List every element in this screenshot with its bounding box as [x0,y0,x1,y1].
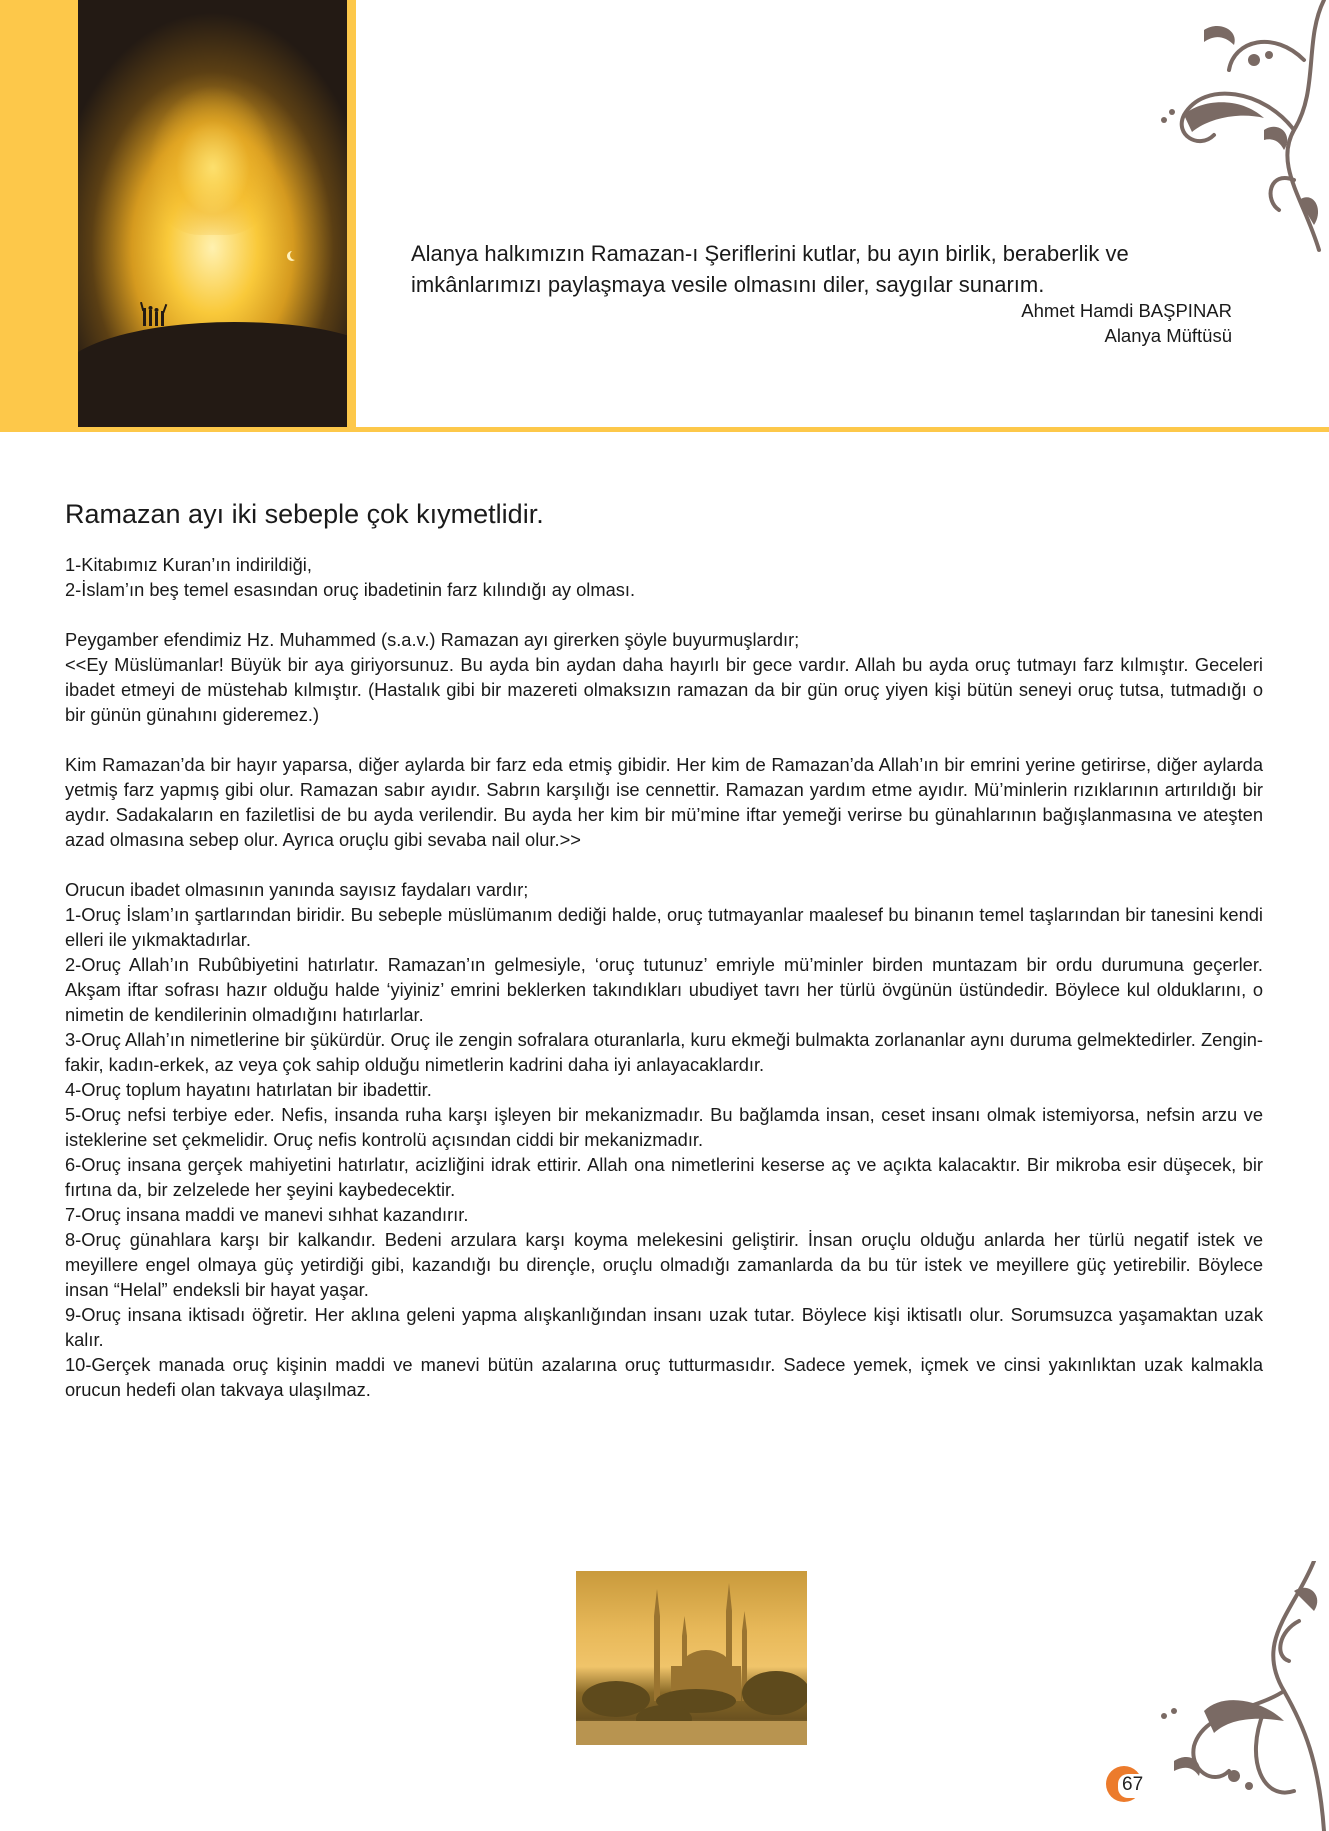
people-silhouette-icon [140,302,170,326]
floral-ornament-top-icon [1144,0,1329,255]
page-number: 67 [1122,1774,1144,1795]
hill-silhouette [78,322,347,427]
benefit-item: 8-Oruç günahlara karşı bir kalkandır. Bedeni arzulara karşı koyma melekesini geliştirir. İnsan oruçlu olduğu anlarda her türlü negatif istek ve meyillere engel olmaya güç yetirdiği gibi, kazandığı bu dirençle, oruçlu olmadığı zamanlarda da bu tür istek ve meyillere güç yetirebilir. Böylece insan “Helal” endeksli bir hayat yaşar. [65,1229,1263,1300]
benefit-item: 9-Oruç insana iktisadı öğretir. Her aklına geleni yapma alışkanlığından insanı uzak tutar. Böylece kişi iktisatlı olur. Sorumsuzca yaşamaktan uzak kalır. [65,1304,1263,1350]
calligraphy-glow [148,85,278,235]
article-title: Ramazan ayı iki sebeple çok kıymetlidir. [65,499,544,529]
header-divider [356,427,1329,432]
benefits-intro: Orucun ibadet olmasının yanında sayısız faydaları vardır; [65,879,529,900]
benefit-item: 4-Oruç toplum hayatını hatırlatan bir ibadettir. [65,1079,432,1100]
benefit-item: 3-Oruç Allah’ın nimetlerine bir şükürdür. Oruç ile zengin sofralara oturanlarla, kuru ekmeği bulmakta zorlananlar aynı duruma gelmektedirler. Zengin-fakir, kadın-erkek, az veya çok sahip olduğu nimetlerin kadrini daha iyi anlayacaklardır. [65,1029,1263,1075]
benefit-item: 5-Oruç nefsi terbiye eder. Nefis, insanda ruha karşı işleyen bir mekanizmadır. Bu bağlamda insan, ceset insanı olmak istemiyorsa, nefsin arzu ve isteklerine set çekmelidir. Oruç nefis kontrolü açısından ciddi bir mekanizmadır. [65,1104,1263,1150]
reason-item: 2-İslam’ın beş temel esasından oruç ibadetinin farz kılındığı ay olması. [65,579,636,600]
signature-title: Alanya Müftüsü [1104,325,1232,346]
benefit-item: 1-Oruç İslam’ın şartlarından biridir. Bu sebeple müslümanım dediği halde, oruç tutmayanlar maalesef bu binanın temel taşlarından bir tanesini kendi elleri ile yıkmaktadırlar. [65,904,1263,950]
hadith-intro: Peygamber efendimiz Hz. Muhammed (s.a.v.) Ramazan ayı girerken şöyle buyurmuşlardır; [65,629,800,650]
benefit-item: 6-Oruç insana gerçek mahiyetini hatırlatır, acizliğini idrak ettirir. Allah ona nimetlerini keserse aç ve açıkta kalacaktır. Bir mikroba esir düşecek, bir fırtına da, bir zelzelede her şeyini kaybedecektir. [65,1154,1263,1200]
signature-name: Ahmet Hamdi BAŞPINAR [1021,300,1232,321]
article-body [65,495,1263,1402]
page-number-badge [1106,1766,1148,1802]
reason-item: 1-Kitabımız Kuran’ın indirildiği, [65,554,312,575]
benefit-item: 2-Oruç Allah’ın Rubûbiyetini hatırlatır. Ramazan’ın gelmesiyle, ‘oruç tutunuz’ emriyle mü’minler birden muntazam bir ordu durumuna geçerler. Akşam iftar sofrası hazır olduğu halde ‘yiyiniz’ emrini beklerken takındıkları ubudiyet tavrı her türlü övgünün üstündedir. Böylece kul olduklarını, o nimetin de kendilerinin olmadığını hatırlarlar. [65,954,1263,1025]
floral-ornament-bottom-icon [1144,1561,1329,1831]
benefit-item: 10-Gerçek manada oruç kişinin maddi ve manevi bütün azalarına oruç tutturmasıdır. Sadece yemek, içmek ve cinsi yakınlıktan uzak kalmakla orucun hedefi olan takvaya ulaşılmaz. [65,1354,1263,1400]
benefit-item: 7-Oruç insana maddi ve manevi sıhhat kazandırır. [65,1204,469,1225]
signature-block [1021,298,1232,348]
hadith-quote-part-1: <<Ey Müslümanlar! Büyük bir aya giriyorsunuz. Bu ayda bin aydan daha hayırlı bir gece vardır. Allah bu ayda oruç tutmayı farz kılmıştır. Geceleri ibadet etmeyi de müstehab kılmıştır. (Hastalık gibi bir mazereti olmaksızın ramazan da bir gün oruç yiyen kişi bütün seneyi oruç tutsa, tutmadığı o bir günün günahını gideremez.) [65,654,1263,725]
crescent-moon-icon [290,250,300,260]
hero-ramadan-image [78,0,347,427]
mosque-photo [576,1571,807,1745]
greeting-message: Alanya halkımızın Ramazan-ı Şeriflerini kutlar, bu ayın birlik, beraberlik ve imkânlarımızı paylaşmaya vesile olmasını diler, saygılar sunarım. [411,241,1129,297]
hadith-quote-part-2: Kim Ramazan’da bir hayır yaparsa, diğer aylarda bir farz eda etmiş gibidir. Her kim de Ramazan’da Allah’ın bir emrini yerine getirirse, diğer aylarda yetmiş farz yapmış gibi olur. Ramazan sabır ayıdır. Sabrın karşılığı ise cennettir. Ramazan yardım etme ayıdır. Mü’minlerin rızıklarının artırıldığı bir aydır. Sadakaların en faziletlisi de bu ayda verilendir. Bu ayda her kim bir mü’mine iftar yemeği verirse bu günahlarının bağışlanmasına ve ateşten azad olmasına sebep olur. Ayrıca oruçlu gibi sevaba nail olur.>> [65,754,1263,850]
mosque-silhouette-icon [576,1571,807,1745]
